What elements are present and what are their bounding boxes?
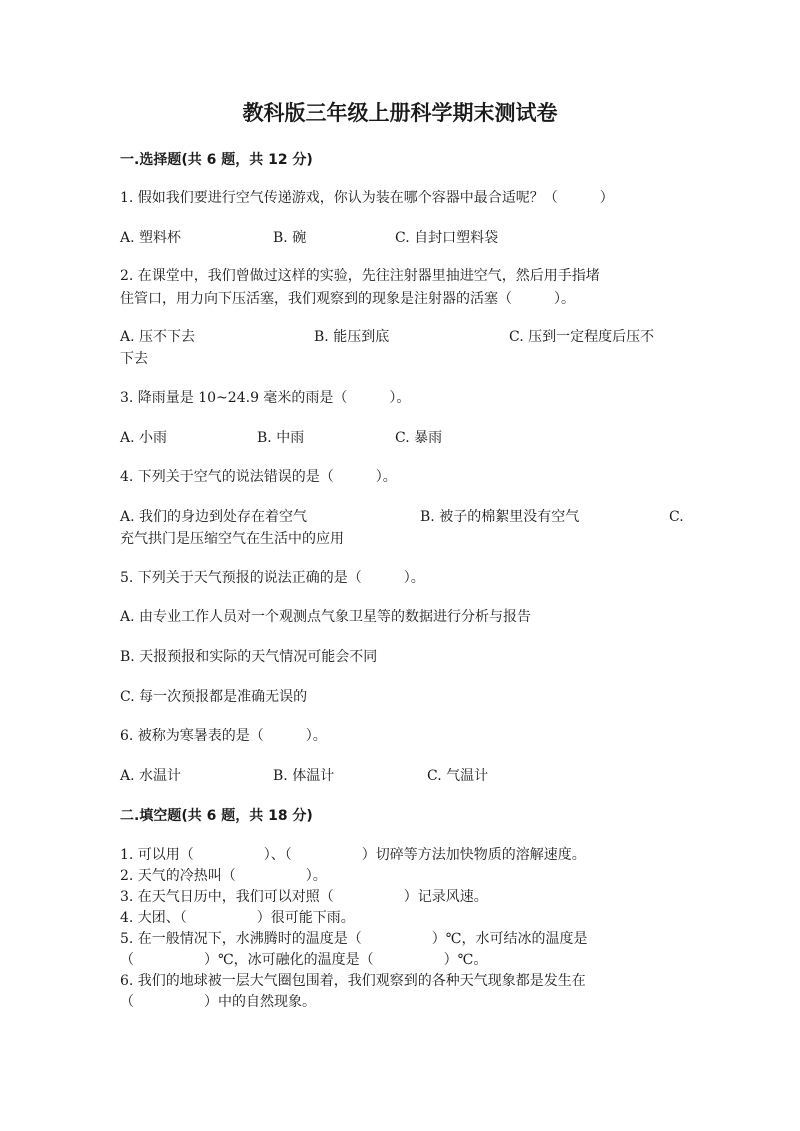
fill-blank-line-7: 6. 我们的地球被一层大气圈包围着，我们观察到的各种天气现象都是发生在 <box>120 973 586 989</box>
question-1-option-b: B. 碗 <box>273 230 307 246</box>
question-5-option-c: C. 每一次预报都是准确无误的 <box>120 689 308 705</box>
fill-blank-line-4: 4. 大团、（ ）很可能下雨。 <box>120 910 355 926</box>
question-2-option-b: B. 能压到底 <box>314 329 390 345</box>
section-heading-choice: 一.选择题(共 6 题，共 12 分) <box>120 152 313 168</box>
fill-blank-line-2: 2. 天气的冷热叫（ ）。 <box>120 868 327 884</box>
fill-blank-line-5: 5. 在一般情况下，水沸腾时的温度是（ ）℃，水可结冰的温度是 <box>120 931 588 947</box>
question-1-option-c: C. 自封口塑料袋 <box>395 230 499 246</box>
question-6-stem: 6. 被称为寒暑表的是（ ）。 <box>120 728 327 744</box>
question-2-option-c-continued: 下去 <box>120 351 148 367</box>
question-2-stem-line-2: 住管口，用力向下压活塞，我们观察到的现象是注射器的活塞（ ）。 <box>120 291 575 307</box>
question-3-option-c: C. 暴雨 <box>395 430 443 446</box>
question-4-option-c-continued: 充气拱门是压缩空气在生活中的应用 <box>120 531 344 547</box>
question-2-option-c: C. 压到一定程度后压不 <box>509 329 655 345</box>
question-3-option-a: A. 小雨 <box>120 430 168 446</box>
question-3-option-b: B. 中雨 <box>257 430 305 446</box>
question-6-option-a: A. 水温计 <box>120 768 182 784</box>
fill-blank-line-1: 1. 可以用（ ）、（ ）切碎等方法加快物质的溶解速度。 <box>120 847 586 863</box>
question-3-stem: 3. 降雨量是 10~24.9 毫米的雨是（ ）。 <box>120 390 411 406</box>
question-1-stem: 1. 假如我们要进行空气传递游戏，你认为装在哪个容器中最合适呢？（ ） <box>120 190 614 206</box>
question-4-option-b: B. 被子的棉絮里没有空气 <box>420 509 580 525</box>
question-2-option-a: A. 压不下去 <box>120 329 196 345</box>
question-4-option-c: C. <box>669 509 684 525</box>
question-1-option-a: A. 塑料杯 <box>120 230 182 246</box>
question-5-option-b: B. 天报预报和实际的天气情况可能会不同 <box>120 649 378 665</box>
page-title: 教科版三年级上册科学期末测试卷 <box>242 101 558 125</box>
question-6-option-c: C. 气温计 <box>427 768 489 784</box>
fill-blank-line-8: （ ）中的自然现象。 <box>120 994 316 1010</box>
question-5-option-a: A. 由专业工作人员对一个观测点气象卫星等的数据进行分析与报告 <box>120 609 532 625</box>
question-4-stem: 4. 下列关于空气的说法错误的是（ ）。 <box>120 469 397 485</box>
fill-blank-line-3: 3. 在天气日历中，我们可以对照（ ）记录风速。 <box>120 889 488 905</box>
section-heading-fill-blank: 二.填空题(共 6 题，共 18 分) <box>120 808 313 824</box>
question-2-stem-line-1: 2. 在课堂中，我们曾做过这样的实验，先往注射器里抽进空气，然后用手指堵 <box>120 268 600 284</box>
question-6-option-b: B. 体温计 <box>273 768 335 784</box>
question-5-stem: 5. 下列关于天气预报的说法正确的是（ ）。 <box>120 570 425 586</box>
question-4-option-a: A. 我们的身边到处存在着空气 <box>120 509 308 525</box>
fill-blank-line-6: （ ）℃，冰可融化的温度是（ ）℃。 <box>120 952 488 968</box>
